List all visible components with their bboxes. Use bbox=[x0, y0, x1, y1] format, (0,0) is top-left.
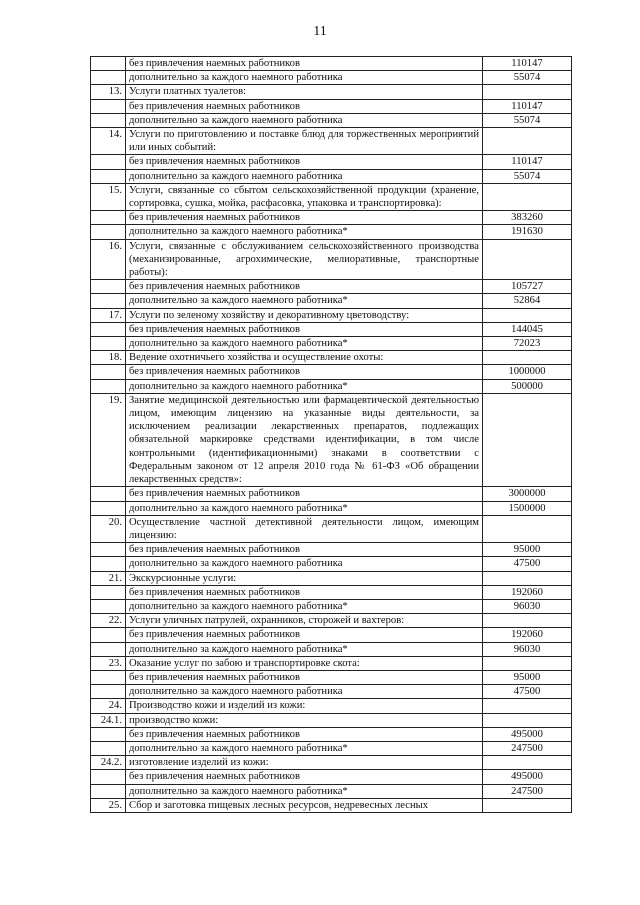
table-row bbox=[91, 628, 572, 642]
row-number bbox=[91, 169, 126, 183]
row-description: производство кожи: bbox=[126, 713, 483, 727]
table-row bbox=[91, 99, 572, 113]
table-row bbox=[91, 599, 572, 613]
row-number bbox=[91, 642, 126, 656]
row-description: изготовление изделий из кожи: bbox=[126, 756, 483, 770]
row-amount: 191630 bbox=[483, 225, 572, 239]
table-row bbox=[91, 308, 572, 322]
row-amount: 110147 bbox=[483, 57, 572, 71]
row-amount: 495000 bbox=[483, 770, 572, 784]
row-amount bbox=[483, 351, 572, 365]
row-number: 25. bbox=[91, 798, 126, 812]
row-description: Оказание услуг по забою и транспортировке скота: bbox=[126, 656, 483, 670]
row-description: без привлечения наемных работников bbox=[126, 487, 483, 501]
row-amount: 110147 bbox=[483, 99, 572, 113]
row-description: дополнительно за каждого наемного работника* bbox=[126, 741, 483, 755]
row-description: Сбор и заготовка пищевых лесных ресурсов, недревесных лесных bbox=[126, 798, 483, 812]
row-number: 13. bbox=[91, 85, 126, 99]
row-number bbox=[91, 155, 126, 169]
table-row bbox=[91, 727, 572, 741]
row-number: 15. bbox=[91, 183, 126, 210]
row-amount bbox=[483, 713, 572, 727]
row-amount: 500000 bbox=[483, 379, 572, 393]
table-row bbox=[91, 225, 572, 239]
table-row bbox=[91, 211, 572, 225]
row-number: 18. bbox=[91, 351, 126, 365]
row-description: дополнительно за каждого наемного работника* bbox=[126, 501, 483, 515]
row-number bbox=[91, 113, 126, 127]
row-description: Услуги по зеленому хозяйству и декоративному цветоводству: bbox=[126, 308, 483, 322]
row-description: Осуществление частной детективной деятельности лицом, имеющим лицензию: bbox=[126, 515, 483, 542]
row-amount: 105727 bbox=[483, 280, 572, 294]
row-description: дополнительно за каждого наемного работника bbox=[126, 557, 483, 571]
row-amount: 96030 bbox=[483, 642, 572, 656]
row-number bbox=[91, 770, 126, 784]
table-row bbox=[91, 239, 572, 280]
row-number bbox=[91, 501, 126, 515]
row-number bbox=[91, 599, 126, 613]
row-description: без привлечения наемных работников bbox=[126, 727, 483, 741]
row-description: дополнительно за каждого наемного работника* bbox=[126, 337, 483, 351]
table-row bbox=[91, 337, 572, 351]
row-description: без привлечения наемных работников bbox=[126, 99, 483, 113]
row-description: Услуги, связанные с обслуживанием сельскохозяйственного производства (механизированные, агрохимические, мелиоративные, транспортные работы): bbox=[126, 239, 483, 280]
row-description: без привлечения наемных работников bbox=[126, 211, 483, 225]
row-number bbox=[91, 685, 126, 699]
row-amount: 192060 bbox=[483, 628, 572, 642]
table-row bbox=[91, 128, 572, 155]
row-number: 19. bbox=[91, 393, 126, 486]
row-number bbox=[91, 784, 126, 798]
table-row bbox=[91, 155, 572, 169]
row-description: без привлечения наемных работников bbox=[126, 670, 483, 684]
row-amount bbox=[483, 515, 572, 542]
row-description: дополнительно за каждого наемного работника* bbox=[126, 599, 483, 613]
row-description: дополнительно за каждого наемного работника* bbox=[126, 294, 483, 308]
table-row bbox=[91, 280, 572, 294]
row-number bbox=[91, 337, 126, 351]
table-row bbox=[91, 642, 572, 656]
table-row bbox=[91, 571, 572, 585]
row-amount bbox=[483, 571, 572, 585]
row-description: без привлечения наемных работников bbox=[126, 365, 483, 379]
row-amount bbox=[483, 239, 572, 280]
row-description: дополнительно за каждого наемного работника bbox=[126, 113, 483, 127]
row-number bbox=[91, 379, 126, 393]
row-description: Услуги по приготовлению и поставке блюд для торжественных мероприятий или иных событий: bbox=[126, 128, 483, 155]
row-description: дополнительно за каждого наемного работника bbox=[126, 685, 483, 699]
row-number: 23. bbox=[91, 656, 126, 670]
row-amount: 1000000 bbox=[483, 365, 572, 379]
row-number bbox=[91, 727, 126, 741]
row-number: 24.2. bbox=[91, 756, 126, 770]
row-number bbox=[91, 487, 126, 501]
table-row bbox=[91, 322, 572, 336]
row-description: без привлечения наемных работников bbox=[126, 280, 483, 294]
table-row bbox=[91, 614, 572, 628]
table-row bbox=[91, 784, 572, 798]
row-number bbox=[91, 294, 126, 308]
table-row bbox=[91, 585, 572, 599]
row-number: 14. bbox=[91, 128, 126, 155]
row-amount: 52864 bbox=[483, 294, 572, 308]
row-description: дополнительно за каждого наемного работника* bbox=[126, 225, 483, 239]
row-amount bbox=[483, 128, 572, 155]
row-amount bbox=[483, 308, 572, 322]
row-amount bbox=[483, 798, 572, 812]
table-row bbox=[91, 656, 572, 670]
row-amount: 1500000 bbox=[483, 501, 572, 515]
row-number: 20. bbox=[91, 515, 126, 542]
table-row bbox=[91, 770, 572, 784]
row-description: без привлечения наемных работников bbox=[126, 322, 483, 336]
table-row bbox=[91, 393, 572, 486]
row-amount: 96030 bbox=[483, 599, 572, 613]
row-number: 22. bbox=[91, 614, 126, 628]
row-amount bbox=[483, 756, 572, 770]
row-amount bbox=[483, 614, 572, 628]
row-description: Услуги, связанные со сбытом сельскохозяйственной продукции (хранение, сортировка, сушка, мойка, расфасовка, упаковка и транспортировка): bbox=[126, 183, 483, 210]
table-row bbox=[91, 379, 572, 393]
table-row bbox=[91, 713, 572, 727]
row-number bbox=[91, 322, 126, 336]
row-number bbox=[91, 57, 126, 71]
row-amount bbox=[483, 393, 572, 486]
row-amount: 95000 bbox=[483, 543, 572, 557]
row-number: 16. bbox=[91, 239, 126, 280]
row-amount: 495000 bbox=[483, 727, 572, 741]
table-row bbox=[91, 515, 572, 542]
row-amount: 95000 bbox=[483, 670, 572, 684]
table-row bbox=[91, 685, 572, 699]
row-description: Производство кожи и изделий из кожи: bbox=[126, 699, 483, 713]
row-description: без привлечения наемных работников bbox=[126, 543, 483, 557]
row-number bbox=[91, 365, 126, 379]
row-amount bbox=[483, 85, 572, 99]
row-number bbox=[91, 543, 126, 557]
table-row bbox=[91, 487, 572, 501]
row-description: дополнительно за каждого наемного работника* bbox=[126, 379, 483, 393]
page-number: 11 bbox=[313, 24, 327, 39]
row-description: дополнительно за каждого наемного работника* bbox=[126, 642, 483, 656]
row-number bbox=[91, 628, 126, 642]
row-number: 24.1. bbox=[91, 713, 126, 727]
row-amount bbox=[483, 183, 572, 210]
row-number bbox=[91, 585, 126, 599]
row-description: без привлечения наемных работников bbox=[126, 155, 483, 169]
row-amount: 55074 bbox=[483, 113, 572, 127]
table-row bbox=[91, 741, 572, 755]
row-amount: 55074 bbox=[483, 169, 572, 183]
row-description: Услуги платных туалетов: bbox=[126, 85, 483, 99]
row-number: 24. bbox=[91, 699, 126, 713]
row-description: Экскурсионные услуги: bbox=[126, 571, 483, 585]
table-row bbox=[91, 57, 572, 71]
table-row bbox=[91, 113, 572, 127]
row-description: дополнительно за каждого наемного работника* bbox=[126, 784, 483, 798]
row-number bbox=[91, 211, 126, 225]
table-row bbox=[91, 85, 572, 99]
table-row bbox=[91, 183, 572, 210]
row-amount: 383260 bbox=[483, 211, 572, 225]
row-amount: 72023 bbox=[483, 337, 572, 351]
row-description: без привлечения наемных работников bbox=[126, 628, 483, 642]
table-row bbox=[91, 557, 572, 571]
table-row bbox=[91, 699, 572, 713]
table-body bbox=[91, 57, 572, 813]
table-row bbox=[91, 756, 572, 770]
table-row bbox=[91, 501, 572, 515]
row-description: Ведение охотничьего хозяйства и осуществление охоты: bbox=[126, 351, 483, 365]
row-description: Занятие медицинской деятельностью или фармацевтической деятельностью лицом, имеющим лицензию на указанные виды деятельности, за исключением реализации лекарственных препаратов, подлежащих обязательной маркировке средствами идентификации, в том числе контрольными (идентификационными) знаками в соответствии с Федеральным законом от 12 апреля 2010 года № 61-ФЗ «Об обращении лекарственных средств»: bbox=[126, 393, 483, 486]
row-amount: 55074 bbox=[483, 71, 572, 85]
tariff-table bbox=[90, 56, 572, 813]
row-amount: 247500 bbox=[483, 741, 572, 755]
table-row bbox=[91, 294, 572, 308]
row-number bbox=[91, 99, 126, 113]
row-amount: 3000000 bbox=[483, 487, 572, 501]
row-description: без привлечения наемных работников bbox=[126, 585, 483, 599]
table-row bbox=[91, 169, 572, 183]
table-row bbox=[91, 351, 572, 365]
row-number bbox=[91, 71, 126, 85]
row-number bbox=[91, 280, 126, 294]
row-number: 21. bbox=[91, 571, 126, 585]
row-number bbox=[91, 670, 126, 684]
row-description: дополнительно за каждого наемного работника bbox=[126, 169, 483, 183]
table-row bbox=[91, 365, 572, 379]
row-number bbox=[91, 225, 126, 239]
table-row bbox=[91, 798, 572, 812]
table-row bbox=[91, 543, 572, 557]
row-amount bbox=[483, 656, 572, 670]
table-row bbox=[91, 670, 572, 684]
row-description: без привлечения наемных работников bbox=[126, 770, 483, 784]
row-amount: 247500 bbox=[483, 784, 572, 798]
row-description: без привлечения наемных работников bbox=[126, 57, 483, 71]
row-description: Услуги уличных патрулей, охранников, сторожей и вахтеров: bbox=[126, 614, 483, 628]
row-amount: 110147 bbox=[483, 155, 572, 169]
row-amount: 192060 bbox=[483, 585, 572, 599]
row-amount: 144045 bbox=[483, 322, 572, 336]
row-amount bbox=[483, 699, 572, 713]
row-number bbox=[91, 741, 126, 755]
row-number: 17. bbox=[91, 308, 126, 322]
table-row bbox=[91, 71, 572, 85]
row-description: дополнительно за каждого наемного работника bbox=[126, 71, 483, 85]
row-amount: 47500 bbox=[483, 557, 572, 571]
row-number bbox=[91, 557, 126, 571]
row-amount: 47500 bbox=[483, 685, 572, 699]
